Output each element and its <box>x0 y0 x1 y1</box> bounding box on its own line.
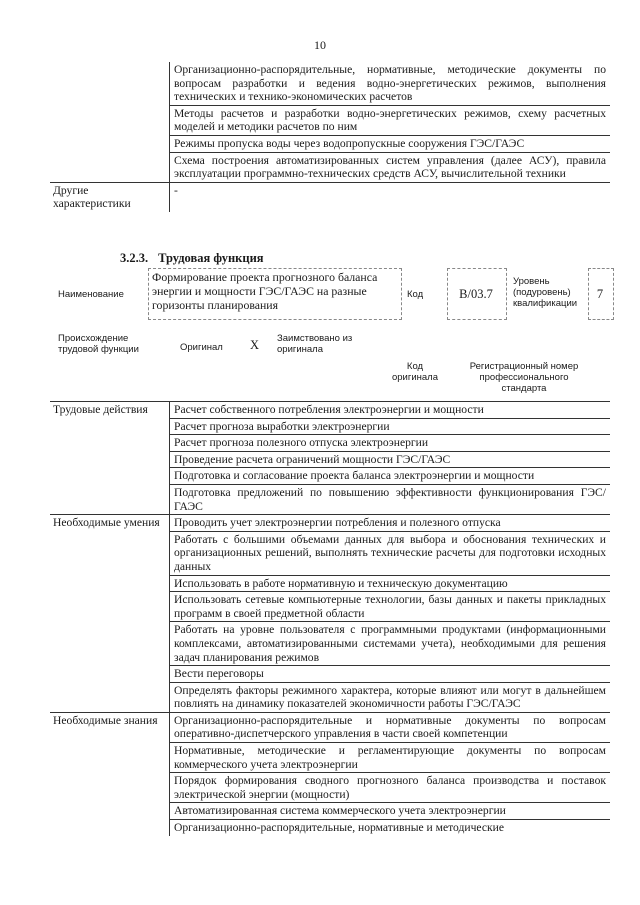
row-item: Работать на уровне пользователя с программными продуктами (информационными комплексами, автоматизированными системами учета), необходимыми для решения задач планирования режимов <box>170 622 611 666</box>
row-item: Подготовка предложений по повышению эффективности функционирования ГЭС/ГАЭС <box>174 485 606 513</box>
row-label: Необходимые знания <box>50 712 170 835</box>
function-details-table <box>50 401 610 836</box>
section-number: 3.2.3. <box>120 251 149 265</box>
row-label: Необходимые умения <box>50 515 170 713</box>
row-item: Работать с большими объемами данных для выбора и обоснования технических и организационных решений, выполнять технические расчеты для подготовки исходных данных <box>170 531 611 575</box>
table-row <box>50 712 610 742</box>
row-item: Организационно-распорядительные и нормативные документы по вопросам оперативно-диспетчерского управления в части своей компетенции <box>170 712 611 742</box>
row-item: - <box>170 182 611 212</box>
page-number: 10 <box>314 38 326 52</box>
table-row <box>50 182 610 212</box>
row-item: Расчет прогноза полезного отпуска электроэнергии <box>170 435 611 452</box>
row-item: Подготовка и согласование проекта баланса электроэнергии и мощности <box>170 468 611 485</box>
original-label: Оригинал <box>180 342 223 353</box>
row-item: Использовать в работе нормативную и техническую документацию <box>170 575 611 592</box>
section-title: Трудовая функция <box>158 251 264 265</box>
level-value: 7 <box>596 287 604 301</box>
function-name: Формирование проекта прогнозного баланса энергии и мощности ГЭС/ГАЭС на разные горизонты планирования <box>152 270 378 312</box>
row-item: Организационно-распорядительные, нормативные, методические документы по вопросам разработки и ведения водно-энергетических режимов, выполнения технических и технико-экономических расчетов <box>170 62 611 105</box>
code-label: Код <box>407 289 424 300</box>
row-item: Нормативные, методические и регламентирующие документы по вопросам коммерческого учета электроэнергии <box>170 743 611 773</box>
row-item: Методы расчетов и разработки водно-энергетических режимов, схему расчетных моделей и методики расчетов по ним <box>170 105 611 135</box>
table-row <box>50 62 610 105</box>
function-code: B/03.7 <box>459 287 493 301</box>
name-label: Наименование <box>58 289 124 300</box>
row-item: Схема построения автоматизированных систем управления (далее АСУ), правила эксплуатации программно-технических средств АСУ, вычислительной техники <box>174 153 606 181</box>
row-item: Расчет собственного потребления электроэнергии и мощности <box>170 402 611 419</box>
level-label: Уровень (подуровень) квалификации <box>513 276 578 309</box>
original-mark: X <box>250 338 260 352</box>
table-row <box>50 515 610 532</box>
row-item: Вести переговоры <box>170 666 611 683</box>
knowledge-table-continued <box>50 62 610 212</box>
code-original-label: Код оригинала <box>391 361 438 383</box>
row-item: Порядок формирования сводного прогнозного баланса производства и поставок электрической энергии (мощности) <box>170 773 611 803</box>
row-item: Режимы пропуска воды через водопропускные сооружения ГЭС/ГАЭС <box>170 135 611 152</box>
reg-number-label: Регистрационный номер профессионального стандарта <box>469 361 579 394</box>
row-item: Автоматизированная система коммерческого учета электроэнергии <box>170 803 611 820</box>
row-label: Трудовые действия <box>50 402 170 515</box>
row-label <box>50 62 170 182</box>
row-item: Использовать сетевые компьютерные технологии, базы данных и пакеты прикладных программ в своей предметной области <box>170 592 611 622</box>
row-label: Другие характеристики <box>50 182 170 212</box>
row-item: Организационно-распорядительные, нормативные и методические <box>174 821 504 835</box>
borrowed-label: Заимствовано из оригинала <box>277 333 353 355</box>
row-item: Проведение расчета ограничений мощности ГЭС/ГАЭС <box>170 451 611 468</box>
table-row <box>50 402 610 419</box>
row-item: Расчет прогноза выработки электроэнергии <box>170 418 611 435</box>
origin-label: Происхождение трудовой функции <box>58 333 139 355</box>
section-heading <box>120 251 274 266</box>
row-item: Определять факторы режимного характера, которые влияют или могут в дальнейшем повлиять на динамику показателей экономичности работы ГЭС/ГАЭС <box>174 683 606 711</box>
row-item: Проводить учет электроэнергии потребления и полезного отпуска <box>170 515 611 532</box>
